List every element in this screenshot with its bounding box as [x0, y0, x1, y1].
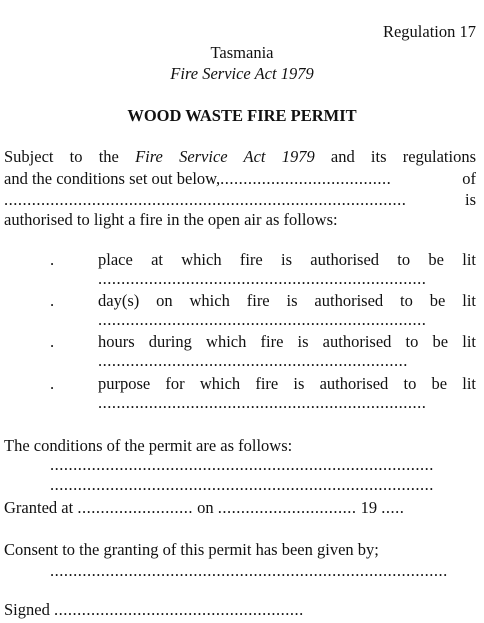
- conditions-heading: The conditions of the permit are as follows:: [4, 436, 293, 455]
- signed-label: Signed: [4, 600, 50, 619]
- granted-at-label: Granted at: [4, 498, 74, 517]
- item-days-label: day(s) on which fire is authorised to be lit: [98, 291, 476, 310]
- intro-line-4: authorised to light a fire in the open air as follows:: [4, 210, 338, 229]
- regulation-number: Regulation 17: [382, 22, 476, 41]
- granted-on-label: on: [197, 498, 214, 517]
- consent-field[interactable]: ......................................................................................: [50, 561, 448, 580]
- item-purpose-label: purpose for which fire is authorised to be lit: [98, 374, 476, 393]
- intro-line-3: ....................................................................................... is: [4, 190, 476, 209]
- item-bullet: .: [50, 250, 55, 269]
- granted-on-field[interactable]: ..............................: [217, 498, 357, 517]
- intro-act-name: Fire Service Act 1979: [135, 147, 315, 166]
- consent-text: Consent to the granting of this permit has been given by;: [4, 540, 379, 559]
- item-hours-field[interactable]: ...................................................................: [98, 351, 408, 370]
- conditions-field-1[interactable]: ...................................................................................: [50, 455, 434, 474]
- granted-at-field[interactable]: .........................: [77, 498, 193, 517]
- item-hours-label: hours during which fire is authorised to be lit: [98, 332, 476, 351]
- permit-holder-name-field[interactable]: .....................................: [220, 169, 392, 188]
- item-bullet: .: [50, 332, 55, 351]
- granted-line: [4, 498, 476, 518]
- item-days-field[interactable]: .......................................................................: [98, 310, 427, 329]
- item-bullet: .: [50, 291, 55, 310]
- item-place-field[interactable]: .......................................................................: [98, 269, 427, 288]
- permit-holder-address-field[interactable]: .......................................................................................: [4, 190, 407, 209]
- signed-line: [4, 600, 476, 620]
- granted-year-field[interactable]: .....: [381, 498, 405, 517]
- granted-year-label: 19: [360, 498, 378, 517]
- act-title: Fire Service Act 1979: [170, 64, 314, 83]
- item-place-label: place at which fire is authorised to be lit: [98, 250, 476, 269]
- item-bullet: .: [50, 374, 55, 393]
- intro-line-2: and the conditions set out below,..................................... of: [4, 169, 476, 188]
- form-title: WOOD WASTE FIRE PERMIT: [127, 106, 357, 125]
- intro-line-1: Subject to the Fire Service Act 1979 and its regulations: [4, 147, 477, 166]
- item-purpose-field[interactable]: .......................................................................: [98, 393, 427, 412]
- signature-field[interactable]: ......................................................: [53, 600, 304, 619]
- conditions-field-2[interactable]: ...................................................................................: [50, 475, 434, 494]
- jurisdiction: Tasmania: [210, 43, 274, 62]
